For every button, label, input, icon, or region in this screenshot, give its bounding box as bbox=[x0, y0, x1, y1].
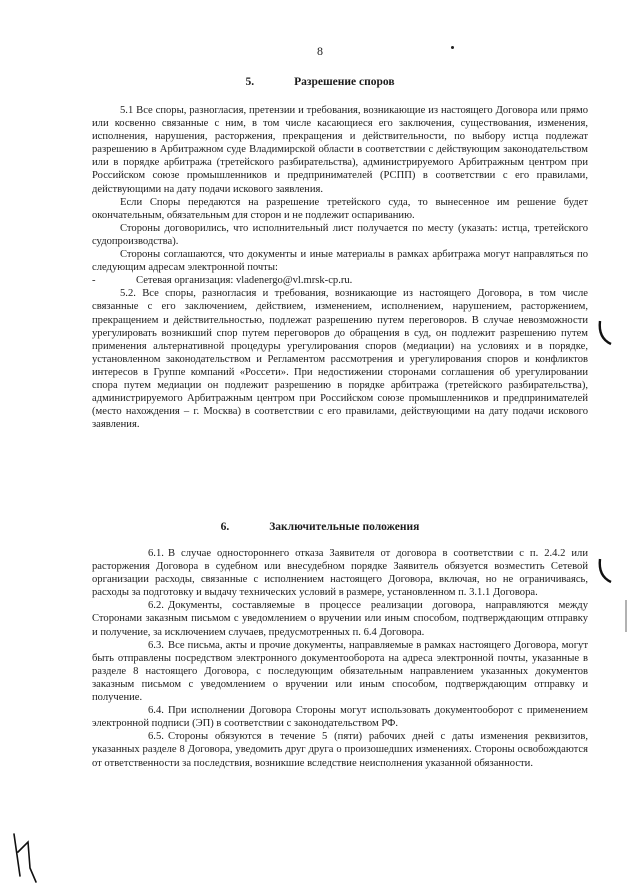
clause-number: 6.3. bbox=[148, 639, 164, 651]
clause-text: При исполнении Договора Стороны могут использовать документооборот с применением электронной подписи (ЭП) в соответствии с законодательством РФ. bbox=[92, 705, 588, 730]
paragraph-email-addresses: Стороны соглашаются, что документы и иные материалы в рамках арбитража могут направляться по следующим адресам электронной почты: bbox=[92, 249, 588, 274]
clause-text: Документы, составляемые в процессе реализации договора, направляются между Сторонами заказным письмом с уведомлением о вручении или иным способом, подтверждающим отправку и получение, за исключением случаев, предусмотренных п. 6.4 Договора. bbox=[92, 600, 588, 638]
section-6-number: 6. bbox=[220, 521, 230, 533]
clause-number: 6.4. bbox=[148, 705, 164, 717]
clause-6-3 bbox=[92, 639, 588, 704]
clause-number: 6.2. bbox=[148, 600, 164, 612]
paragraph-writ: Стороны договорились, что исполнительный лист получается по месту (указать: истца, третейского судопроизводства). bbox=[92, 222, 588, 247]
section-5-body bbox=[92, 104, 588, 431]
section-5-heading bbox=[0, 76, 640, 88]
paragraph-5-1: 5.1 Все споры, разногласия, претензии и требования, возникающие из настоящего Договора или прямо или косвенно связанные с ним, в том числе касающиеся его заключения, существования, изменения, исполнения, нарушения, расторжения, прекращения и действительности, по выбору истца подлежат разрешению в Арбитражном суде Владимирской области в соответствии с действующим законодательством или в порядке арбитража (третейского разбирательства), администрируемого Арбитражным центром при Российском союзе промышленников и предпринимателей (РСПП) в соответствии с его правилами, действующими на дату подачи искового заявления. bbox=[92, 105, 588, 195]
section-5-title: Разрешение споров bbox=[294, 76, 395, 88]
bullet-dash: - bbox=[92, 275, 96, 287]
scan-speck bbox=[451, 46, 454, 49]
binding-hole-mark-upper bbox=[596, 318, 614, 348]
margin-line-mark bbox=[622, 598, 630, 634]
clause-6-4 bbox=[92, 704, 588, 730]
paragraph-arbitration-final: Если Споры передаются на разрешение третейского суда, то вынесенное им решение будет окончательным, обязательным для сторон и не подлежит оспариванию. bbox=[92, 196, 588, 221]
clause-6-2 bbox=[92, 599, 588, 638]
clause-number: 6.5. bbox=[148, 731, 164, 743]
binding-hole-mark-lower bbox=[596, 556, 614, 586]
clause-text: В случае одностороннего отказа Заявителя от договора в соответствии с п. 2.4.2 или расторжения Договора в судебном или внесудебном порядке Заявитель обязуется возместить Сетевой организации расходы, связанные с исполнением настоящего Договора, включая, но не ограничиваясь, расходы за подготовку и выдачу технических условий в размере, установленном п. 3.1.1 Договора. bbox=[92, 548, 588, 599]
section-6-heading bbox=[0, 521, 640, 533]
page-number: 8 bbox=[317, 44, 323, 58]
clause-6-5 bbox=[92, 730, 588, 769]
email-bullet bbox=[92, 274, 588, 287]
clause-text: Стороны обязуются в течение 5 (пяти) рабочих дней с даты изменения реквизитов, указанных разделе 8 Договора, уведомить друг друга о произошедших изменениях. Стороны освобождаются от ответственности за последствия, возникшие вследствие неисполнения указанной обязанности. bbox=[92, 731, 588, 769]
clause-6-1 bbox=[92, 547, 588, 599]
handwritten-initials bbox=[6, 828, 46, 888]
section-5-number: 5. bbox=[245, 76, 255, 88]
section-6-title: Заключительные положения bbox=[269, 521, 420, 533]
paragraph-5-2: 5.2. Все споры, разногласия и требования, возникающие из настоящего Договора, в том числе связанные с его заключением, действием, изменением, исполнением, нарушением, расторжением, прекращением и действительностью, подлежат разрешению путем переговоров. В случае невозможности урегулировать возникший спор путем переговоров до обращения в суд, он подлежит разрешению путем применения альтернативной процедуры урегулирования споров (медиации) на условиях и в порядке, установленном законодательством и Регламентом рассмотрения и урегулирования споров и конфликтов интересов в Группе компаний «Россети». При недостижении сторонами соглашения об урегулировании спора путем медиации он подлежит разрешению в порядке арбитража (третейского разбирательства), администрируемого Арбитражным центром при Российском союзе промышленников и предпринимателей (место нахождения – г. Москва) в соответствии с его правилами, действующими на дату подачи искового заявления. bbox=[92, 288, 588, 431]
clause-text: Все письма, акты и прочие документы, направляемые в рамках настоящего Договора, могут быть отправлены посредством электронного документооборота на адреса электронной почты, указанные в разделе 8 настоящего Договора, с последующим обязательным направлением указанных документов заказным письмом с уведомлением о вручении или иным способом, подтверждающим отправку и получение. bbox=[92, 639, 588, 704]
email-bullet-text: Сетевая организация: vladenergo@vl.mrsk-cp.ru. bbox=[136, 275, 353, 287]
section-6-body bbox=[92, 547, 588, 770]
clause-number: 6.1. bbox=[148, 548, 164, 559]
